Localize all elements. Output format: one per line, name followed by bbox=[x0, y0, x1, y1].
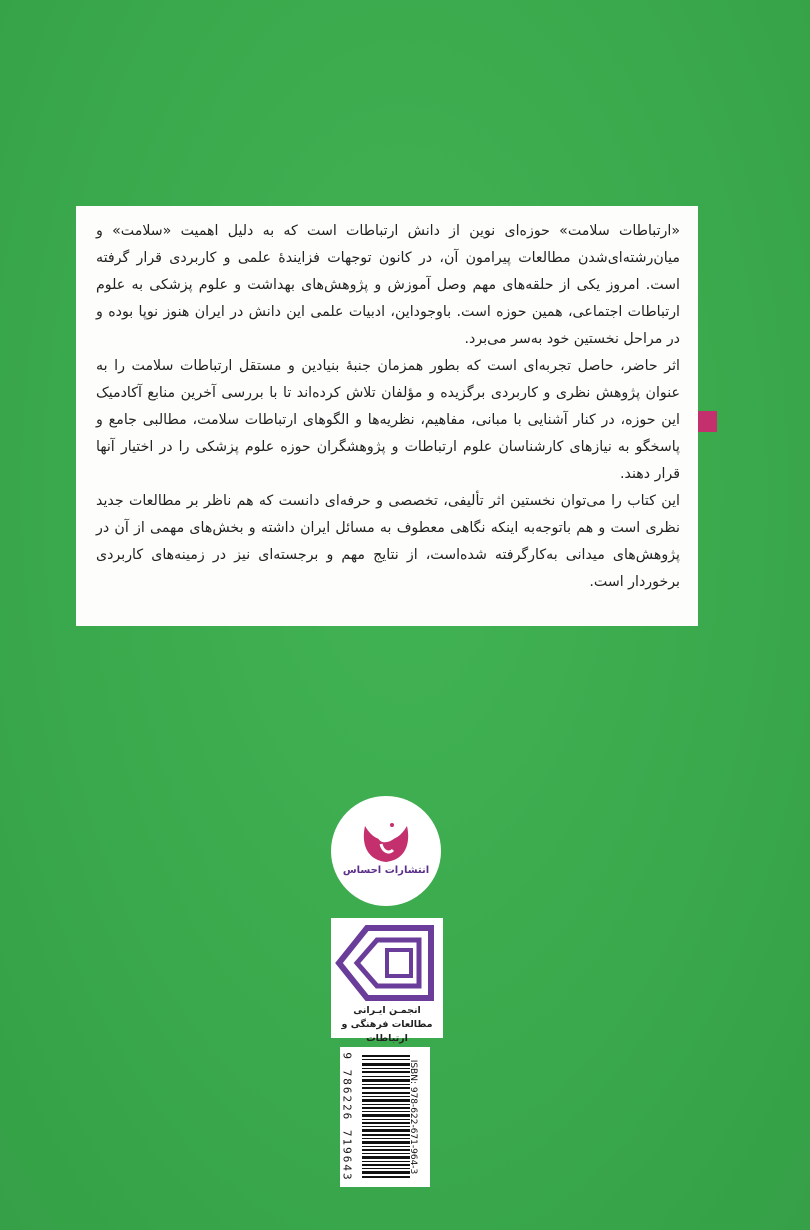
blurb-paragraph-2: اثر حاضر، حاصل تجربه‌ای است که بطور همزمان جنبهٔ بنیادین و مستقل ارتباطات سلامت را به عنوان پژوهش نظری و کاربردی برگزیده و مؤلفان تلاش کرده‌اند تا با بررسی آخرین منابع آکادمیک این حوزه، در کنار آشنایی با مبانی، مفاهیم، نظریه‌ها و الگوهای ارتباطات سلامت، مطالبی جامع و پاسخگو به نیازهای کارشناسان علوم ارتباطات و پژوهشگران حوزه علوم پزشکی را در اختیار آنها قرار دهند. bbox=[96, 358, 680, 482]
isbn-barcode bbox=[340, 1047, 430, 1187]
blurb-paragraph-1: «ارتباطات سلامت» حوزه‌ای نوین از دانش ارتباطات است که به دلیل اهمیت «سلامت» و میان‌رشته‌ای‌شدن مطالعات پیرامون آن، در کانون توجهات فزایندهٔ علمی و کاربردی قرار گرفته است. امروز یکی از حلقه‌های مهم وصل آموزش و پژوهش‌های بهداشت و علوم پزشکی به علوم ارتباطات اجتماعی، همین حوزه است. باوجوداین، ادبیات علمی این دانش در ایران هنوز نوپا بوده و در مراحل نخستین خود به‌سر می‌برد. bbox=[96, 223, 680, 347]
association-logo bbox=[331, 918, 443, 1044]
barcode-digits: 9 786226 719643 bbox=[340, 1052, 354, 1182]
blurb-paragraph-3: این کتاب را می‌توان نخستین اثر تألیفی، تخصصی و حرفه‌ای دانست که هم ناظر بر مطالعات جدید نظری است و هم باتوجه‌به اینکه نگاهی معطوف به مسائل ایران داشته و بخش‌های مهمی از آن در پژوهش‌های میدانی به‌کار‌گرفته شده‌است، از نتایج مهم و برجسته‌ای نیز در زمینه‌های کاربردی برخوردار است. bbox=[96, 493, 680, 590]
association-name-line2: مطالعات فرهنگی و ارتباطات bbox=[341, 1019, 433, 1044]
association-name-line1: انجمـن ایـرانی bbox=[353, 1005, 421, 1016]
bird-icon bbox=[331, 796, 441, 906]
publisher-name: انتشارات احساس bbox=[342, 865, 430, 876]
isbn-text: ISBN: 978-622-671-964-3 bbox=[408, 1059, 418, 1175]
publisher-logo bbox=[331, 796, 441, 906]
blurb-panel bbox=[76, 206, 698, 626]
